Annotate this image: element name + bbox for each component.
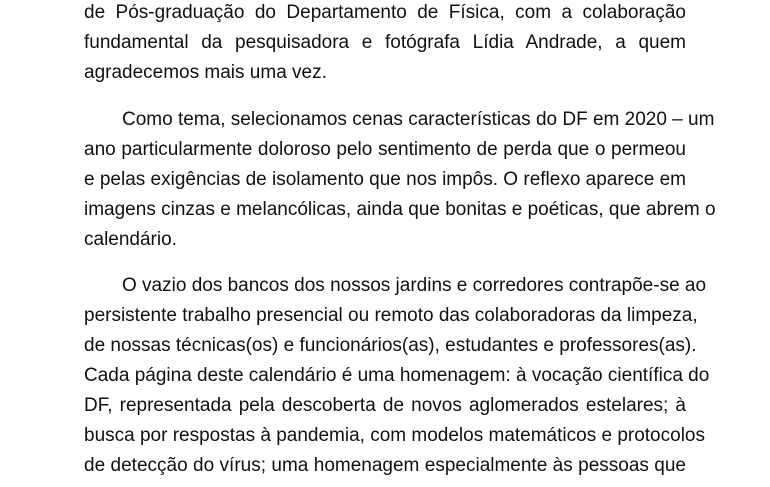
paragraph-2-line-4: imagens cinzas e melancólicas, ainda que bonitas e poéticas, que abrem o	[84, 199, 716, 220]
paragraph-1-line-2: fundamental da pesquisadora e fotógrafa Lídia Andrade, a quem	[84, 32, 686, 53]
paragraph-3-line-2: persistente trabalho presencial ou remoto das colaboradoras da limpeza,	[84, 305, 698, 326]
paragraph-2-line-5: calendário.	[84, 229, 177, 250]
paragraph-3-line-7: de detecção do vírus; uma homenagem especialmente às pessoas que	[84, 455, 686, 476]
paragraph-2-line-1: Como tema, selecionamos cenas características do DF em 2020 – um	[122, 109, 715, 130]
paragraph-3-line-3: de nossas técnicas(os) e funcionários(as), estudantes e professores(as).	[84, 335, 697, 356]
paragraph-3-line-6: busca por respostas à pandemia, com modelos matemáticos e protocolos	[84, 425, 705, 446]
paragraph-3-line-1: O vazio dos bancos dos nossos jardins e corredores contrapõe-se ao	[122, 275, 707, 296]
paragraph-3-line-4: Cada página deste calendário é uma homenagem: à vocação científica do	[84, 365, 710, 386]
paragraph-2-line-2: ano particularmente doloroso pelo sentimento de perda que o permeou	[84, 139, 686, 160]
paragraph-1-line-1: de Pós-graduação do Departamento de Física, com a colaboração	[84, 2, 686, 23]
paragraph-1-line-3: agradecemos mais uma vez.	[84, 62, 327, 83]
paragraph-3-line-5: DF, representada pela descoberta de novos aglomerados estelares; à	[84, 395, 686, 416]
paragraph-2-line-3: e pelas exigências de isolamento que nos impôs. O reflexo aparece em	[84, 169, 687, 190]
